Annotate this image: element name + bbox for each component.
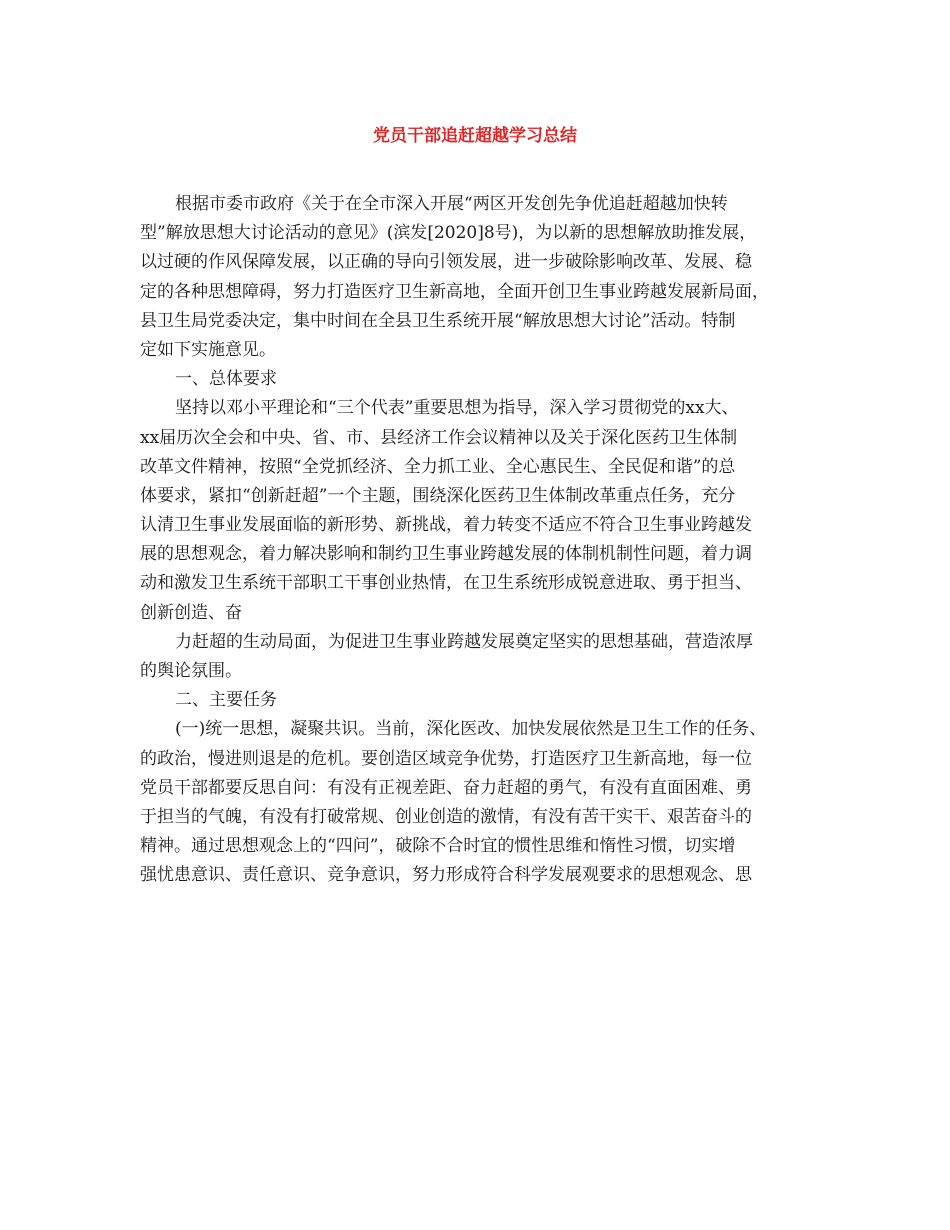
- text-line: 的政治，慢进则退是的危机。要创造区域竞争优势，打造医疗卫生新高地，每一位: [140, 748, 752, 769]
- text-line: 型”解放思想大讨论活动的意见》(滨发[2020]8号)，为以新的思想解放助推发展，: [140, 223, 757, 244]
- text-line: 以过硬的作风保障发展，以正确的导向引领发展，进一步破除影响改革、发展、稳: [140, 252, 752, 273]
- text-line: 的舆论氛围。: [140, 661, 242, 681]
- document-body: [140, 190, 820, 891]
- text-line: 动和激发卫生系统干部职工干事创业热情，在卫生系统形成锐意进取、勇于担当、: [140, 573, 752, 594]
- text-line: 根据市委市政府《关于在全市深入开展“两区开发创先争优追赶超越加快转: [175, 194, 728, 214]
- text-line: 力赶超的生动局面，为促进卫生事业跨越发展奠定坚实的思想基础，营造浓厚: [175, 631, 753, 652]
- text-line: 体要求，紧扣“创新赶超”一个主题，围绕深化医药卫生体制改革重点任务，充分: [140, 485, 736, 506]
- text-line: 创新创造、奋: [140, 602, 242, 623]
- text-line: 坚持以邓小平理论和“三个代表”重要思想为指导，深入学习贯彻党的xx大、: [175, 398, 739, 419]
- text-line: 二、主要任务: [175, 690, 277, 711]
- text-line: 改革文件精神，按照“全党抓经济、全力抓工业、全心惠民生、全民促和谐”的总: [140, 456, 736, 477]
- document-title: 党员干部追赶超越学习总结: [373, 126, 577, 146]
- text-line: 于担当的气魄，有没有打破常规、创业创造的激情，有没有苦干实干、艰苦奋斗的: [140, 806, 752, 827]
- text-line: 认清卫生事业发展面临的新形势、新挑战，着力转变不适应不符合卫生事业跨越发: [140, 515, 752, 536]
- text-line: 县卫生局党委决定，集中时间在全县卫生系统开展“解放思想大讨论”活动。特制: [140, 310, 736, 331]
- text-line: xx届历次全会和中央、省、市、县经济工作会议精神以及关于深化医药卫生体制: [140, 427, 738, 448]
- text-line: 党员干部都要反思自问：有没有正视差距、奋力赶超的勇气，有没有直面困难、勇: [140, 777, 752, 798]
- text-line: 精神。通过思想观念上的“四问”，破除不合时宜的惯性思维和惰性习惯，切实增: [140, 836, 736, 857]
- text-line: (一)统一思想，凝聚共识。当前，深化医改、加快发展依然是卫生工作的任务、: [175, 719, 767, 740]
- text-line: 展的思想观念，着力解决影响和制约卫生事业跨越发展的体制机制性问题，着力调: [140, 544, 752, 565]
- text-line: 定如下实施意见。: [140, 339, 276, 360]
- text-line: 定的各种思想障碍，努力打造医疗卫生新高地，全面开创卫生事业跨越发展新局面，: [140, 281, 769, 302]
- text-line: 一、总体要求: [175, 369, 277, 390]
- text-line: 强忧患意识、责任意识、竞争意识，努力形成符合科学发展观要求的思想观念、思: [140, 865, 752, 886]
